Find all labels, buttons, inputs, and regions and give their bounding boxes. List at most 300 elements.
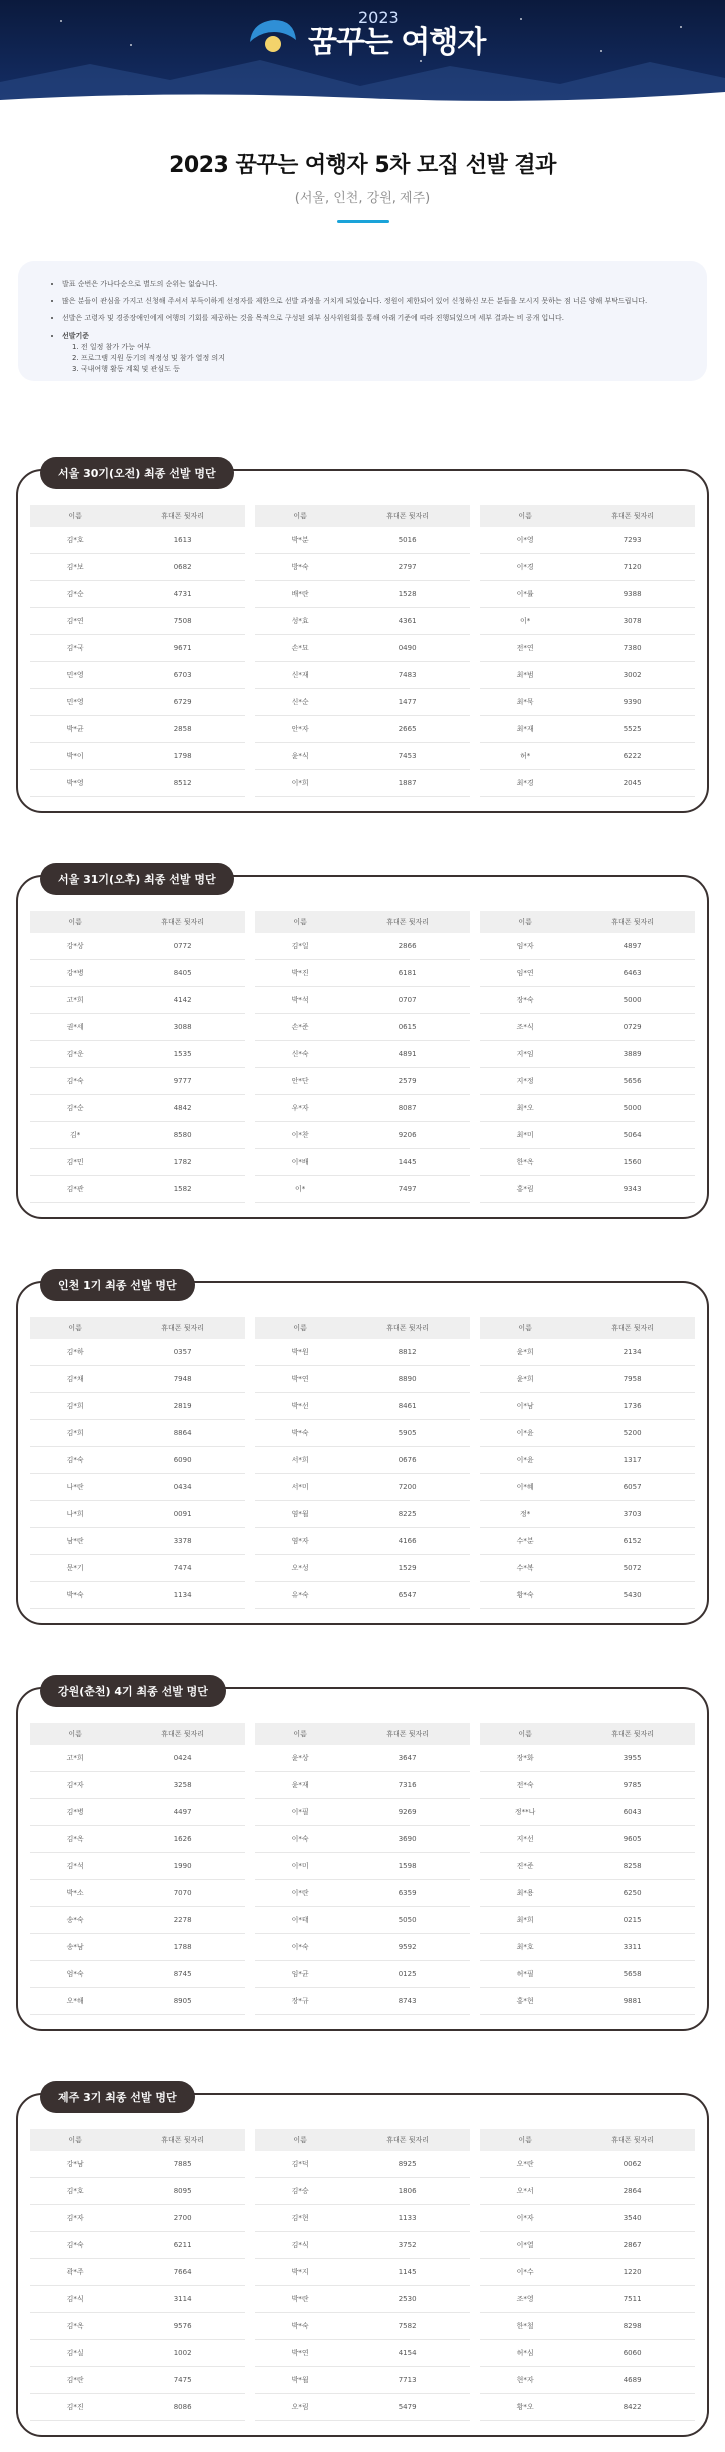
cell-phone: 9881 — [623, 1997, 642, 2005]
cell-phone: 1477 — [398, 698, 417, 706]
section-title: 서울 30기(오전) 최종 선발 명단 — [40, 457, 234, 489]
table-row — [30, 933, 245, 960]
header-name: 이름 — [68, 512, 82, 520]
moon-icon — [246, 14, 300, 54]
cell-name: 김*순 — [66, 1104, 84, 1112]
section-title: 서울 31기(오후) 최종 선발 명단 — [40, 863, 234, 895]
header-name: 이름 — [68, 2136, 82, 2144]
cell-name: 이*경 — [516, 563, 534, 571]
cell-name: 나*란 — [66, 1483, 84, 1491]
page-subtitle: (서울, 인천, 강원, 제주) — [294, 191, 431, 206]
cell-name: 신*순 — [291, 698, 309, 706]
cell-phone: 7582 — [398, 2322, 417, 2330]
header-name: 이름 — [518, 2136, 532, 2144]
table-row — [30, 2286, 245, 2313]
table-row — [255, 1528, 470, 1555]
cell-name: 임*자 — [516, 942, 534, 950]
criteria-title: • 선발기준 — [62, 331, 90, 340]
cell-name: 김*숙 — [66, 1077, 84, 1085]
cell-name: 박*소 — [66, 1889, 84, 1897]
cell-phone: 3088 — [173, 1023, 192, 1031]
table-row — [30, 1501, 245, 1528]
cell-phone: 1626 — [173, 1835, 192, 1843]
table-row — [255, 2340, 470, 2367]
cell-name: 이*숙 — [291, 1835, 309, 1843]
cell-name: 박*진 — [291, 969, 309, 977]
table-row — [255, 1853, 470, 1880]
table-row — [255, 1988, 470, 2015]
cell-name: 지*임 — [516, 1050, 534, 1058]
cell-phone: 7885 — [173, 2160, 192, 2168]
cell-phone: 9576 — [173, 2322, 192, 2330]
cell-name: 임*연 — [516, 969, 534, 977]
cell-phone: 4361 — [398, 617, 417, 625]
section-title: 인천 1기 최종 선발 명단 — [40, 1269, 195, 1301]
cell-name: 김*옥 — [66, 1835, 84, 1843]
table-row — [480, 1095, 695, 1122]
table-row — [480, 581, 695, 608]
cell-phone: 7664 — [173, 2268, 192, 2276]
cell-name: 강*병 — [66, 969, 84, 977]
table-row — [480, 987, 695, 1014]
cell-name: 신*재 — [291, 671, 309, 679]
cell-name: 안*자 — [291, 725, 309, 733]
cell-phone: 6359 — [398, 1889, 417, 1897]
cell-phone: 0215 — [623, 1916, 642, 1924]
cell-phone: 1134 — [173, 1591, 192, 1599]
cell-name: 이*률 — [516, 590, 534, 598]
cell-name: 이*혜 — [516, 1483, 534, 1491]
cell-phone: 1528 — [398, 590, 417, 598]
table-row — [255, 689, 470, 716]
cell-name: 이*태 — [291, 1916, 309, 1924]
cell-name: 송*남 — [66, 1943, 84, 1951]
table-header — [30, 2129, 245, 2151]
table-row — [480, 1176, 695, 1203]
table-row — [30, 716, 245, 743]
table-row — [480, 1420, 695, 1447]
cell-name: 유*숙 — [291, 1591, 309, 1599]
header-phone: 휴대폰 뒷자리 — [386, 1324, 430, 1332]
table-row — [30, 2232, 245, 2259]
roster-table — [30, 1317, 245, 1609]
cell-phone: 2045 — [623, 779, 642, 787]
cell-name: 오*성 — [291, 1564, 309, 1572]
cell-name: 수*분 — [516, 1537, 534, 1545]
cell-name: 최*묵 — [516, 698, 534, 706]
table-row — [30, 1745, 245, 1772]
cell-name: 김*민 — [66, 1158, 84, 1166]
cell-phone: 6222 — [623, 752, 642, 760]
table-row — [255, 987, 470, 1014]
table-header — [480, 1317, 695, 1339]
table-row — [30, 743, 245, 770]
cell-phone: 3703 — [623, 1510, 642, 1518]
table-row — [480, 1447, 695, 1474]
cell-name: 최*오 — [516, 1104, 534, 1112]
cell-phone: 0434 — [173, 1483, 192, 1491]
table-row — [30, 1420, 245, 1447]
cell-name: 정* — [520, 1510, 531, 1518]
roster-section — [16, 875, 709, 1219]
cell-phone: 8925 — [398, 2160, 417, 2168]
roster-tables — [30, 2129, 695, 2421]
roster-tables — [30, 1317, 695, 1609]
cell-name: 오*해 — [66, 1997, 84, 2005]
table-row — [255, 2313, 470, 2340]
table-row — [30, 527, 245, 554]
cell-name: 박*이 — [66, 752, 84, 760]
cell-name: 김*석 — [66, 1862, 84, 1870]
cell-name: 김*보 — [66, 563, 84, 571]
cell-name: 김*호 — [66, 536, 84, 544]
table-row — [30, 1393, 245, 1420]
page-title: 2023 꿈꾸는 여행자 5차 모집 선발 결과 — [169, 153, 556, 178]
cell-name: 김*옥 — [66, 2322, 84, 2330]
roster-table — [30, 911, 245, 1203]
table-row — [255, 770, 470, 797]
cell-name: 고*희 — [66, 1754, 84, 1762]
cell-name: 이*란 — [291, 1889, 309, 1897]
table-header — [255, 1317, 470, 1339]
table-row — [30, 987, 245, 1014]
table-row — [480, 1014, 695, 1041]
cell-name: 김*일 — [291, 942, 309, 950]
cell-name: 전*숙 — [516, 1781, 534, 1789]
cell-phone: 2858 — [173, 725, 192, 733]
cell-name: 김*승 — [291, 2187, 309, 2195]
header-phone: 휴대폰 뒷자리 — [386, 512, 430, 520]
cell-name: 황*숙 — [516, 1591, 534, 1599]
cell-phone: 7120 — [623, 563, 642, 571]
cell-phone: 7316 — [398, 1781, 417, 1789]
table-row — [480, 2259, 695, 2286]
table-row — [255, 1961, 470, 1988]
cell-name: 황*오 — [516, 2403, 534, 2411]
table-header — [30, 1317, 245, 1339]
table-row — [480, 743, 695, 770]
cell-name: 박*분 — [291, 536, 309, 544]
table-row — [255, 1745, 470, 1772]
cell-phone: 2579 — [398, 1077, 417, 1085]
table-row — [255, 716, 470, 743]
cell-phone: 9671 — [173, 644, 192, 652]
roster-section — [16, 2093, 709, 2437]
cell-name: 홍*림 — [516, 1185, 534, 1193]
roster-tables — [30, 911, 695, 1203]
table-row — [255, 1826, 470, 1853]
cell-name: 염*자 — [291, 1537, 309, 1545]
table-row — [255, 1555, 470, 1582]
cell-phone: 2134 — [623, 1348, 642, 1356]
table-row — [30, 2394, 245, 2421]
table-row — [255, 1907, 470, 1934]
cell-phone: 8512 — [173, 779, 192, 787]
table-header — [255, 1723, 470, 1745]
cell-name: 김*희 — [66, 1429, 84, 1437]
cell-phone: 3114 — [173, 2295, 192, 2303]
table-row — [480, 1339, 695, 1366]
table-row — [255, 1799, 470, 1826]
table-row — [480, 770, 695, 797]
cell-phone: 3647 — [398, 1754, 417, 1762]
table-row — [30, 635, 245, 662]
cell-name: 최*재 — [516, 725, 534, 733]
roster-table — [255, 2129, 470, 2421]
cell-name: 이*필 — [291, 1808, 309, 1816]
cell-name: 김*진 — [66, 2403, 84, 2411]
notice-box — [18, 261, 707, 381]
cell-name: 신*숙 — [291, 1050, 309, 1058]
cell-phone: 8864 — [173, 1429, 192, 1437]
cell-phone: 7948 — [173, 1375, 192, 1383]
table-row — [255, 1095, 470, 1122]
cell-name: 허*심 — [516, 2349, 534, 2357]
table-row — [30, 1799, 245, 1826]
table-header — [480, 911, 695, 933]
table-row — [30, 1014, 245, 1041]
criteria-item: 3. 국내여행 활동 계획 및 관심도 등 — [72, 365, 180, 374]
cell-name: 고*희 — [66, 996, 84, 1004]
cell-name: 전*연 — [516, 644, 534, 652]
roster-section — [16, 1281, 709, 1625]
cell-phone: 6703 — [173, 671, 192, 679]
table-row — [255, 2205, 470, 2232]
header-phone: 휴대폰 뒷자리 — [611, 2136, 655, 2144]
notice-item: • 많은 분들이 관심을 가지고 신청해 주셔서 부득이하게 선정자를 제한으로 선발 과정을 거치게 되었습니다. 정원이 제한되어 있어 신청하신 모든 분들을 모시지 못하는 점 너른 양해 부탁드립니다. — [62, 296, 677, 307]
table-row — [480, 1366, 695, 1393]
table-row — [30, 1366, 245, 1393]
table-row — [255, 2367, 470, 2394]
cell-name: 박*선 — [291, 1402, 309, 1410]
logo-year: 2023 — [358, 8, 399, 27]
cell-phone: 1317 — [623, 1456, 642, 1464]
cell-phone: 3889 — [623, 1050, 642, 1058]
header-name: 이름 — [68, 918, 82, 926]
cell-name: 조*영 — [516, 2295, 534, 2303]
cell-name: 최*용 — [516, 1889, 534, 1897]
cell-name: 서*희 — [291, 1456, 309, 1464]
table-row — [30, 1339, 245, 1366]
cell-phone: 1582 — [173, 1185, 192, 1193]
cell-name: 김*실 — [66, 2349, 84, 2357]
cell-name: 이*윤 — [516, 1429, 534, 1437]
cell-phone: 7070 — [173, 1889, 192, 1897]
header-phone: 휴대폰 뒷자리 — [611, 918, 655, 926]
roster-table — [30, 2129, 245, 2421]
cell-name: 김*숙 — [66, 1456, 84, 1464]
header-name: 이름 — [293, 512, 307, 520]
cell-phone: 1445 — [398, 1158, 417, 1166]
cell-phone: 0091 — [173, 1510, 192, 1518]
table-row — [255, 1014, 470, 1041]
table-row — [255, 608, 470, 635]
notice-list — [48, 279, 677, 375]
cell-name: 현*자 — [516, 2376, 534, 2384]
cell-phone: 2530 — [398, 2295, 417, 2303]
table-row — [480, 716, 695, 743]
cell-name: 염*월 — [291, 1510, 309, 1518]
header-name: 이름 — [293, 1730, 307, 1738]
cell-phone: 5905 — [398, 1429, 417, 1437]
cell-phone: 0676 — [398, 1456, 417, 1464]
table-row — [480, 2340, 695, 2367]
table-row — [30, 581, 245, 608]
table-row — [30, 1474, 245, 1501]
roster-table — [255, 505, 470, 797]
table-row — [30, 1528, 245, 1555]
cell-name: 임*균 — [291, 1970, 309, 1978]
cell-phone: 1529 — [398, 1564, 417, 1572]
cell-name: 김*식 — [66, 2295, 84, 2303]
header-name: 이름 — [293, 918, 307, 926]
cell-phone: 3690 — [398, 1835, 417, 1843]
cell-phone: 6729 — [173, 698, 192, 706]
table-row — [480, 1122, 695, 1149]
table-row — [255, 1772, 470, 1799]
table-row — [480, 2232, 695, 2259]
table-row — [480, 1934, 695, 1961]
table-row — [255, 1447, 470, 1474]
table-row — [30, 1122, 245, 1149]
notice-item: • 발표 순번은 가나다순으로 별도의 순위는 없습니다. — [62, 279, 677, 290]
table-row — [30, 2367, 245, 2394]
cell-phone: 2700 — [173, 2214, 192, 2222]
table-row — [480, 2394, 695, 2421]
table-row — [30, 1853, 245, 1880]
table-row — [480, 635, 695, 662]
cell-phone: 7508 — [173, 617, 192, 625]
cell-phone: 6060 — [623, 2349, 642, 2357]
table-row — [480, 2286, 695, 2313]
title-block — [0, 112, 725, 223]
cell-name: 장*규 — [291, 1997, 309, 2005]
cell-name: 장*숙 — [516, 996, 534, 1004]
cell-phone: 1798 — [173, 752, 192, 760]
cell-phone: 5656 — [623, 1077, 642, 1085]
roster-table — [30, 505, 245, 797]
header-phone: 휴대폰 뒷자리 — [611, 1324, 655, 1332]
cell-phone: 4497 — [173, 1808, 192, 1816]
cell-name: 지*선 — [516, 1835, 534, 1843]
cell-name: 이*수 — [516, 2268, 534, 2276]
cell-name: 김*덕 — [291, 2160, 309, 2168]
table-row — [255, 1339, 470, 1366]
cell-name: 박*연 — [291, 1375, 309, 1383]
cell-phone: 0615 — [398, 1023, 417, 1031]
cell-name: 허*필 — [516, 1970, 534, 1978]
cell-name: 김*란 — [66, 2376, 84, 2384]
cell-phone: 1220 — [623, 2268, 642, 2276]
table-row — [480, 1528, 695, 1555]
cell-name: 박*란 — [291, 2295, 309, 2303]
cell-phone: 2866 — [398, 942, 417, 950]
table-row — [255, 1474, 470, 1501]
table-header — [480, 1723, 695, 1745]
cell-name: 박*숙 — [66, 1591, 84, 1599]
table-row — [255, 662, 470, 689]
cell-name: 이*열 — [516, 2241, 534, 2249]
cell-phone: 8258 — [623, 1862, 642, 1870]
criteria-item: 1. 전 일정 참가 가능 여부 — [72, 342, 151, 351]
roster-tables — [30, 1723, 695, 2015]
table-row — [480, 554, 695, 581]
table-row — [480, 689, 695, 716]
cell-name: 문*기 — [66, 1564, 84, 1572]
cell-phone: 8095 — [173, 2187, 192, 2195]
cell-phone: 8890 — [398, 1375, 417, 1383]
roster-table — [30, 1723, 245, 2015]
cell-phone: 6181 — [398, 969, 417, 977]
table-row — [480, 1772, 695, 1799]
cell-phone: 5016 — [398, 536, 417, 544]
table-row — [255, 1501, 470, 1528]
cell-name: 우*자 — [291, 1104, 309, 1112]
cell-phone: 3540 — [623, 2214, 642, 2222]
table-row — [480, 960, 695, 987]
section-title: 강원(춘천) 4기 최종 선발 명단 — [40, 1675, 226, 1707]
cell-name: 이*남 — [516, 1402, 534, 1410]
cell-name: 조*식 — [516, 1023, 534, 1031]
table-row — [480, 1853, 695, 1880]
cell-name: 윤*희 — [516, 1375, 534, 1383]
table-header — [255, 2129, 470, 2151]
table-row — [480, 1041, 695, 1068]
cell-phone: 3258 — [173, 1781, 192, 1789]
cell-name: 윤*희 — [516, 1348, 534, 1356]
cell-name: 박*영 — [66, 779, 84, 787]
table-row — [30, 2178, 245, 2205]
cell-name: 지*정 — [516, 1077, 534, 1085]
table-row — [480, 2313, 695, 2340]
roster-table — [480, 1317, 695, 1609]
cell-name: 김*숙 — [66, 2241, 84, 2249]
cell-phone: 6547 — [398, 1591, 417, 1599]
table-row — [30, 1149, 245, 1176]
table-row — [255, 933, 470, 960]
roster-table — [480, 911, 695, 1203]
table-row — [480, 1149, 695, 1176]
cell-phone: 6043 — [623, 1808, 642, 1816]
header-phone: 휴대폰 뒷자리 — [611, 512, 655, 520]
cell-phone: 4897 — [623, 942, 642, 950]
cell-phone: 7200 — [398, 1483, 417, 1491]
cell-phone: 2665 — [398, 725, 417, 733]
cell-phone: 2797 — [398, 563, 417, 571]
table-row — [480, 1582, 695, 1609]
table-row — [30, 1961, 245, 1988]
cell-phone: 1133 — [398, 2214, 417, 2222]
table-header — [255, 911, 470, 933]
header-phone: 휴대폰 뒷자리 — [161, 918, 205, 926]
header-phone: 휴대폰 뒷자리 — [161, 2136, 205, 2144]
sections-container — [0, 469, 725, 2437]
cell-name: 김*운 — [66, 1050, 84, 1058]
cell-name: 김*채 — [66, 1375, 84, 1383]
table-row — [255, 743, 470, 770]
table-row — [255, 1176, 470, 1203]
cell-phone: 2867 — [623, 2241, 642, 2249]
section-title: 제주 3기 최종 선발 명단 — [40, 2081, 195, 2113]
header-phone: 휴대폰 뒷자리 — [386, 1730, 430, 1738]
table-header — [480, 505, 695, 527]
table-row — [480, 1068, 695, 1095]
table-row — [30, 1447, 245, 1474]
logo — [246, 10, 485, 58]
notice-criteria — [62, 331, 677, 376]
cell-name: 정**나 — [514, 1808, 536, 1816]
cell-name: 이*자 — [516, 2214, 534, 2222]
